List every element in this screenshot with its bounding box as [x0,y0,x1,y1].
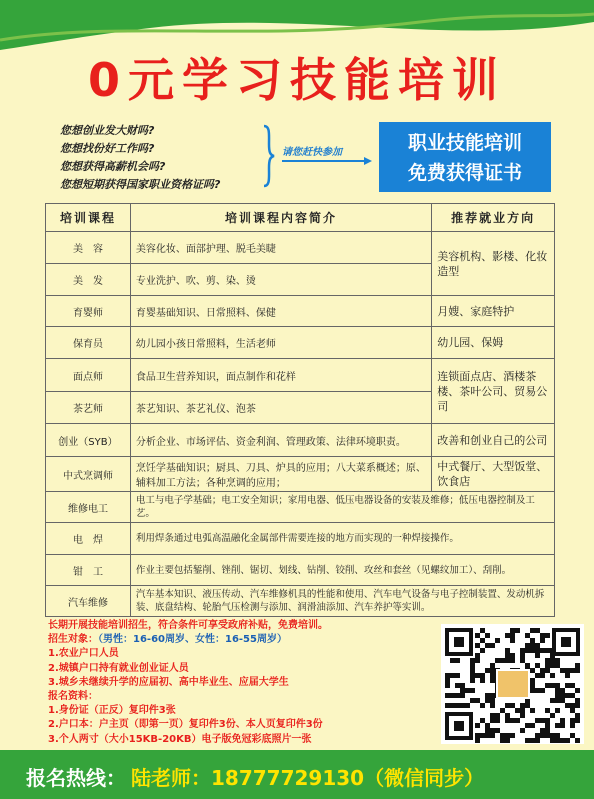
arrow-right-icon [282,157,372,165]
promo-line-2: 免费获得证书 [407,162,522,184]
course-name-cell: 美 容 [46,232,131,264]
course-name-cell: 面点师 [46,359,131,392]
job-direction-cell: 连锁面点店、酒楼茶楼、茶叶公司、贸易公司 [432,359,555,424]
course-name-cell: 汽车维修 [46,586,131,617]
table-row [46,457,555,492]
course-content-cell: 利用焊条通过电弧高温融化金属部件需要连接的地方而实现的一种焊接操作。 [130,523,554,555]
target-item: 3.城乡未继续升学的应届初、高中毕业生、应届大学生 [48,676,289,688]
header-job: 推荐就业方向 [432,204,555,232]
hotline-number[interactable]: 陆老师：18777729130（微信同步） [131,766,485,790]
job-direction-cell: 改善和创业自己的公司 [432,424,555,457]
doc-item: 2.户口本：户主页（即第一页）复印件3份、本人页复印件3份 [48,719,323,731]
course-name-cell: 电 焊 [46,523,131,555]
course-content-cell: 食品卫生营养知识，面点制作和花样 [130,359,431,392]
target-item: 1.农业户口人员 [48,648,119,660]
course-name-cell: 育婴师 [46,296,131,327]
table-row [46,492,555,523]
course-content-cell: 育婴基础知识、日常照料、保健 [130,296,431,327]
course-content-cell: 专业洗护、吹、剪、染、烫 [130,264,431,296]
course-name-cell: 创业（SYB） [46,424,131,457]
target-item: 2.城镇户口持有就业创业证人员 [48,662,189,674]
question-list [60,122,220,194]
doc-item: 1.身份证（正反）复印件3张 [48,705,176,717]
please-join-label: 请您赶快参加 [282,147,342,158]
course-content-cell: 电工与电子学基础；电工安全知识；家用电器、低压电器设备的安装及维修；低压电器控制及工艺。 [130,492,554,523]
header-content: 培训课程内容简介 [130,204,431,232]
course-name-cell: 美 发 [46,264,131,296]
course-content-cell: 汽车基本知识、液压传动、汽车维修机具的性能和使用、汽车电气设备与电子控制装置、发动机拆装、底盘结构、轮胎气压检测与添加、润滑油添加、汽车养护等实训。 [130,586,554,617]
table-row [46,232,555,264]
qr-code-image[interactable] [441,624,584,744]
table-row [46,586,555,617]
question-4: 您想短期获得国家职业资格证吗? [60,178,221,191]
question-2: 您想找份好工作吗? [60,142,155,155]
target-detail: （男性：16-60周岁、女性：16-55周岁） [98,634,287,646]
course-name-cell: 茶艺师 [46,392,131,424]
course-content-cell: 美容化妆、面部护理、脱毛美睫 [130,232,431,264]
course-name-cell: 中式烹调师 [46,457,131,492]
footer-bar [0,750,594,799]
target-line [48,633,438,647]
doc-item: 3.个人两寸（大小15KB-20KB）电子版免冠彩底照片一张 [48,733,312,745]
course-content-cell: 烹饪学基础知识；厨具、刀具、炉具的应用；八大菜系概述；原、辅料加工方法；各种烹调的应用； [130,457,431,492]
table-row [46,327,555,359]
table-row [46,555,555,586]
course-content-cell: 茶艺知识、茶艺礼仪、泡茶 [130,392,431,424]
headline: 0元学习技能培训 [87,53,506,107]
promo-line-1: 职业技能培训 [407,132,522,154]
course-name-cell: 保育员 [46,327,131,359]
job-direction-cell: 月嫂、家庭特护 [432,296,555,327]
header-course: 培训课程 [46,204,131,232]
question-1: 您想创业发大财吗? [60,124,155,137]
table-header-row [46,204,555,232]
hotline-label: 报名热线： [26,766,126,790]
table-row [46,523,555,555]
enrollment-notes [48,619,438,747]
table-row [46,296,555,327]
docs-label: 报名资料： [48,691,98,703]
course-content-cell: 分析企业、市场评估、资金利润、管理政策、法律环境职责。 [130,424,431,457]
table-row [46,359,555,392]
promo-box [379,122,551,192]
job-direction-cell: 中式餐厅、大型饭堂、饮食店 [432,457,555,492]
brace-icon [262,124,276,188]
question-3: 您想获得高薪机会吗? [60,160,166,173]
job-direction-cell: 幼儿园、保姆 [432,327,555,359]
target-label: 招生对象： [48,634,98,646]
table-row [46,424,555,457]
course-name-cell: 维修电工 [46,492,131,523]
course-table [45,203,555,617]
job-direction-cell: 美容机构、影楼、化妆造型 [432,232,555,296]
notes-headline: 长期开展技能培训招生，符合条件可享受政府补贴，免费培训。 [48,620,328,631]
course-name-cell: 钳 工 [46,555,131,586]
course-content-cell: 作业主要包括錾削、锉削、锯切、划线、钻削、铰削、攻丝和套丝（见螺纹加工）、刮削。 [130,555,554,586]
course-content-cell: 幼儿园小孩日常照料，生活老师 [130,327,431,359]
